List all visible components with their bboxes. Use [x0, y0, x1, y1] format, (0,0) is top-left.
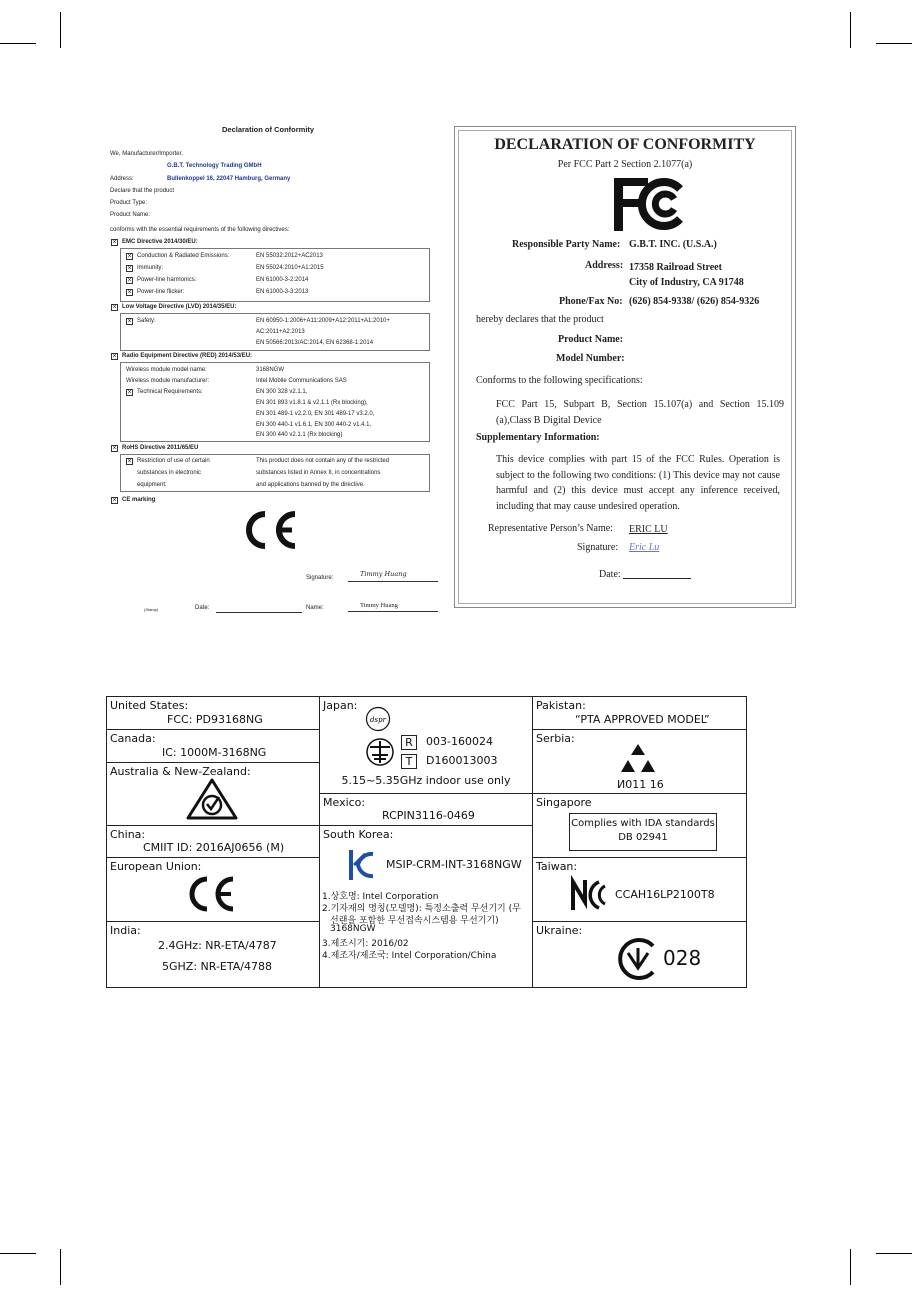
rp-value: G.B.T. INC. (U.S.A.) — [629, 239, 717, 250]
japan-note: 5.15~5.35GHz indoor use only — [341, 774, 511, 787]
eu-signature-label: Signature: — [306, 575, 334, 581]
japan-t-value: D160013003 — [426, 754, 498, 767]
emc-row-label: Power-line harmonics: — [137, 277, 197, 283]
red-title: Radio Equipment Directive (RED) 2014/53/EU: — [122, 353, 253, 359]
us-value: FCC: PD93168NG — [167, 713, 263, 726]
name-line — [348, 611, 438, 612]
japan-r-box: R — [401, 735, 417, 750]
eu-title: Declaration of Conformity — [222, 125, 315, 134]
crop-mark — [60, 1249, 61, 1285]
rcm-mark-icon — [185, 777, 239, 821]
cell-eu — [107, 858, 320, 922]
ce-marking: CE marking — [122, 497, 156, 503]
eu-name-label: Name: — [306, 605, 324, 611]
eu-manufacturer-label: We, Manufacturer/Importer, — [110, 151, 183, 157]
hereby: hereby declares that the product — [476, 314, 604, 325]
ida-line-2: DB 02941 — [618, 832, 668, 843]
checkbox-icon — [126, 289, 133, 296]
red-tech-label: Technical Requirements: — [137, 389, 203, 395]
emc-row-label: Immunity: — [137, 265, 164, 271]
japan-label: Japan: — [323, 699, 358, 712]
lvd-line: EN 50566:2013/AC:2014, EN 62368-1:2014 — [256, 340, 374, 346]
fcc-conforms: Conforms to the following specifications: — [476, 375, 643, 386]
rohs-right-line: This product does not contain any of the restricted — [256, 458, 390, 464]
cell-pakistan — [533, 697, 746, 730]
checkbox-icon — [111, 445, 118, 452]
eu-name: Timmy Huang — [360, 602, 398, 609]
korea-line: 4.제조자/제조국: Intel Corporation/China — [322, 951, 497, 961]
ukraine-label: Ukraine: — [536, 924, 583, 937]
phone-label: Phone/Fax No: — [559, 296, 623, 307]
serbia-label: Serbia: — [536, 732, 575, 745]
korea-value: MSIP-CRM-INT-3168NGW — [386, 858, 522, 871]
checkbox-icon — [126, 389, 133, 396]
checkbox-icon — [126, 253, 133, 260]
taiwan-label: Taiwan: — [536, 860, 578, 873]
crop-mark — [0, 1253, 36, 1254]
canada-value: IC: 1000M-3168NG — [162, 746, 267, 759]
taiwan-value: CCAH16LP2100T8 — [615, 888, 715, 901]
fcc-declaration — [454, 126, 796, 608]
serbia-value: И011 16 — [617, 778, 664, 791]
address-line2: City of Industry, CA 91748 — [629, 277, 744, 288]
red-tech-line: EN 300 440 v2.1.1 (Rx blocking) — [256, 432, 343, 438]
india-value-1: 2.4GHz: NR-ETA/4787 — [158, 939, 277, 952]
japan-r-value: 003-160024 — [426, 735, 493, 748]
emc-title: EMC Directive 2014/30/EU: — [122, 239, 198, 245]
red-tech-line: EN 300 440-1 v1.6.1, EN 300 440-2 v1.4.1, — [256, 422, 372, 428]
pakistan-value: “PTA APPROVED MODEL” — [575, 713, 710, 726]
rep-label: Representative Person’s Name: — [488, 523, 613, 534]
lvd-line: EN 60950-1:2006+A11:2009+A12:2011+A1:2010+ — [256, 318, 390, 324]
emc-row-value: EN 61000-3-2:2014 — [256, 277, 309, 283]
red-model: 3168NGW — [256, 367, 285, 373]
india-value-2: 5GHZ: NR-ETA/4788 — [162, 960, 272, 973]
dspr-logo-icon — [365, 706, 391, 732]
supp-text: This device complies with part 15 of the FCC Rules. Operation is subject to the following two conditions: (1) This device may not cause harmful and (2) this device must accept any inference received, including that may cause undesired operation. — [496, 454, 780, 512]
rep-name: ERIC LU — [629, 524, 668, 535]
regulatory-table — [106, 696, 747, 988]
japan-t-box: T — [401, 754, 417, 769]
checkbox-icon — [126, 277, 133, 284]
ce-mark-icon — [240, 511, 298, 549]
kc-mark-icon — [348, 847, 376, 883]
cell-us — [107, 697, 320, 730]
cell-china — [107, 826, 320, 858]
korea-label: South Korea: — [323, 828, 394, 841]
eu-address: Bullenkoppel 16, 22047 Hamburg, Germany — [167, 176, 291, 182]
fcc-title: DECLARATION OF CONFORMITY — [494, 136, 756, 153]
cell-india — [107, 922, 320, 987]
red-tech-line: EN 301 893 v1.8.1 & v2.1.1 (Rx blocking), — [256, 400, 368, 406]
eu-company: G.B.T. Technology Trading GMbH — [167, 163, 262, 169]
cell-australia — [107, 763, 320, 826]
us-label: United States: — [110, 699, 189, 712]
korea-line: 3168NGW — [330, 924, 376, 934]
china-label: China: — [110, 828, 146, 841]
fcc-date-line — [623, 578, 691, 579]
fcc-date-label: Date: — [599, 569, 621, 580]
giteki-mark-icon — [365, 737, 395, 767]
checkbox-icon — [126, 265, 133, 272]
ida-line-1: Complies with IDA standards — [571, 818, 715, 829]
fcc-sig-label: Signature: — [577, 542, 619, 553]
ukraine-mark-icon — [615, 936, 661, 982]
crop-mark — [60, 12, 61, 48]
checkbox-icon — [126, 318, 133, 325]
rohs-right-line: substances listed in Annex II, in concentrations — [256, 470, 381, 476]
ukraine-value: 028 — [663, 946, 702, 970]
cell-serbia — [533, 730, 746, 794]
red-model-label: Wireless module model name: — [126, 367, 207, 373]
fcc-signature: Eric Lu — [629, 542, 660, 553]
red-mfr-label: Wireless module manufacturer: — [126, 378, 210, 384]
cell-singapore — [533, 794, 746, 858]
cell-ukraine — [533, 922, 746, 987]
crop-mark — [850, 1249, 851, 1285]
address-line1: 17358 Railroad Street — [629, 262, 722, 273]
checkbox-icon — [111, 497, 118, 504]
red-mfr: Intel Mobile Communications SAS — [256, 378, 347, 384]
pakistan-label: Pakistan: — [536, 699, 586, 712]
ce-mark-icon — [185, 876, 235, 912]
rohs-left-line: Restriction of use of certain — [137, 458, 210, 464]
eu-signature: Timmy Huang — [360, 570, 407, 578]
crop-mark — [876, 1253, 912, 1254]
address-label: Address: — [585, 260, 624, 271]
rohs-left-line: substances in electronic — [137, 470, 202, 476]
eu-stamp: (Stamp) — [144, 607, 159, 612]
lvd-line: AC:2011+A2:2013 — [256, 329, 305, 335]
crop-mark — [876, 43, 912, 44]
emc-row-label: Power-line flicker: — [137, 289, 185, 295]
korea-line: 1.상호명: Intel Corporation — [322, 892, 439, 902]
mexico-value: RCPIN3116-0469 — [382, 809, 475, 822]
rohs-right-line: and applications banned by the directive. — [256, 482, 365, 488]
signature-line — [348, 581, 438, 582]
eu-conforms: conforms with the essential requirements of the following directives: — [110, 227, 290, 233]
dspr-logo-text: dspr — [370, 716, 386, 724]
cell-mexico — [320, 794, 533, 826]
eu-address-label: Address: — [110, 176, 134, 182]
date-line — [216, 612, 302, 613]
aus-label: Australia & New-Zealand: — [110, 765, 251, 778]
singapore-label: Singapore — [536, 796, 592, 809]
lvd-title: Low Voltage Directive (LVD) 2014/35/EU: — [122, 304, 237, 310]
eu-date-label: Date: — [195, 605, 210, 611]
rohs-title: RoHS Directive 2011/65/EU — [122, 445, 199, 451]
lvd-label: Safety: — [137, 318, 156, 324]
india-label: India: — [110, 924, 141, 937]
emc-row-label: Conduction & Radiated Emissions: — [137, 253, 230, 259]
checkbox-icon — [111, 239, 118, 246]
fcc-spec: FCC Part 15, Subpart B, Section 15.107(a) and Section 15.109 (a),Class B Digital Device — [496, 399, 784, 426]
eu-product-name: Product Name: — [110, 212, 151, 218]
fcc-logo-icon — [608, 175, 690, 233]
cell-japan — [320, 697, 533, 794]
phone-value: (626) 854-9338/ (626) 854-9326 — [629, 296, 760, 307]
checkbox-icon — [111, 304, 118, 311]
fcc-model-number: Model Number: — [556, 353, 625, 364]
eu-label: European Union: — [110, 860, 202, 873]
ncc-mark-icon — [567, 874, 607, 916]
cell-taiwan — [533, 858, 746, 922]
eu-product-type: Product Type: — [110, 200, 147, 206]
korea-line: 2.기자재의 명칭(모델명): 특정소출력 무선기기 (무 — [322, 904, 521, 914]
emc-row-value: EN 55024:2010+A1:2015 — [256, 265, 324, 271]
supp-title: Supplementary Information: — [476, 432, 600, 443]
red-tech-line: EN 300 328 v2.1.1, — [256, 389, 308, 395]
crop-mark — [850, 12, 851, 48]
ida-box — [569, 813, 717, 851]
checkbox-icon — [111, 353, 118, 360]
rp-label: Responsible Party Name: — [512, 239, 621, 250]
cell-canada — [107, 730, 320, 763]
crop-mark — [0, 43, 36, 44]
rohs-left-line: equipment: — [137, 482, 167, 488]
fcc-product-name: Product Name: — [558, 334, 624, 345]
eu-declaration — [108, 120, 440, 620]
eu-declare: Declare that the product — [110, 188, 175, 194]
emc-row-value: EN 55032:2012+AC2013 — [256, 253, 323, 259]
checkbox-icon — [126, 458, 133, 465]
red-tech-line: EN 301 489-1 v2.2.0, EN 301 489-17 v3.2.0, — [256, 411, 375, 417]
fcc-subtitle: Per FCC Part 2 Section 2.1077(a) — [557, 159, 693, 170]
korea-line: 3.제조시기: 2016/02 — [322, 939, 409, 949]
cell-korea — [320, 826, 533, 987]
emc-row-value: EN 61000-3-3:2013 — [256, 289, 309, 295]
china-value: CMIIT ID: 2016AJ0656 (M) — [143, 841, 285, 854]
korea-line: 선랜을 포함한 무선접속시스템용 무선기기) — [330, 916, 499, 926]
serbia-mark-icon — [619, 742, 657, 776]
canada-label: Canada: — [110, 732, 156, 745]
mexico-label: Mexico: — [323, 796, 366, 809]
